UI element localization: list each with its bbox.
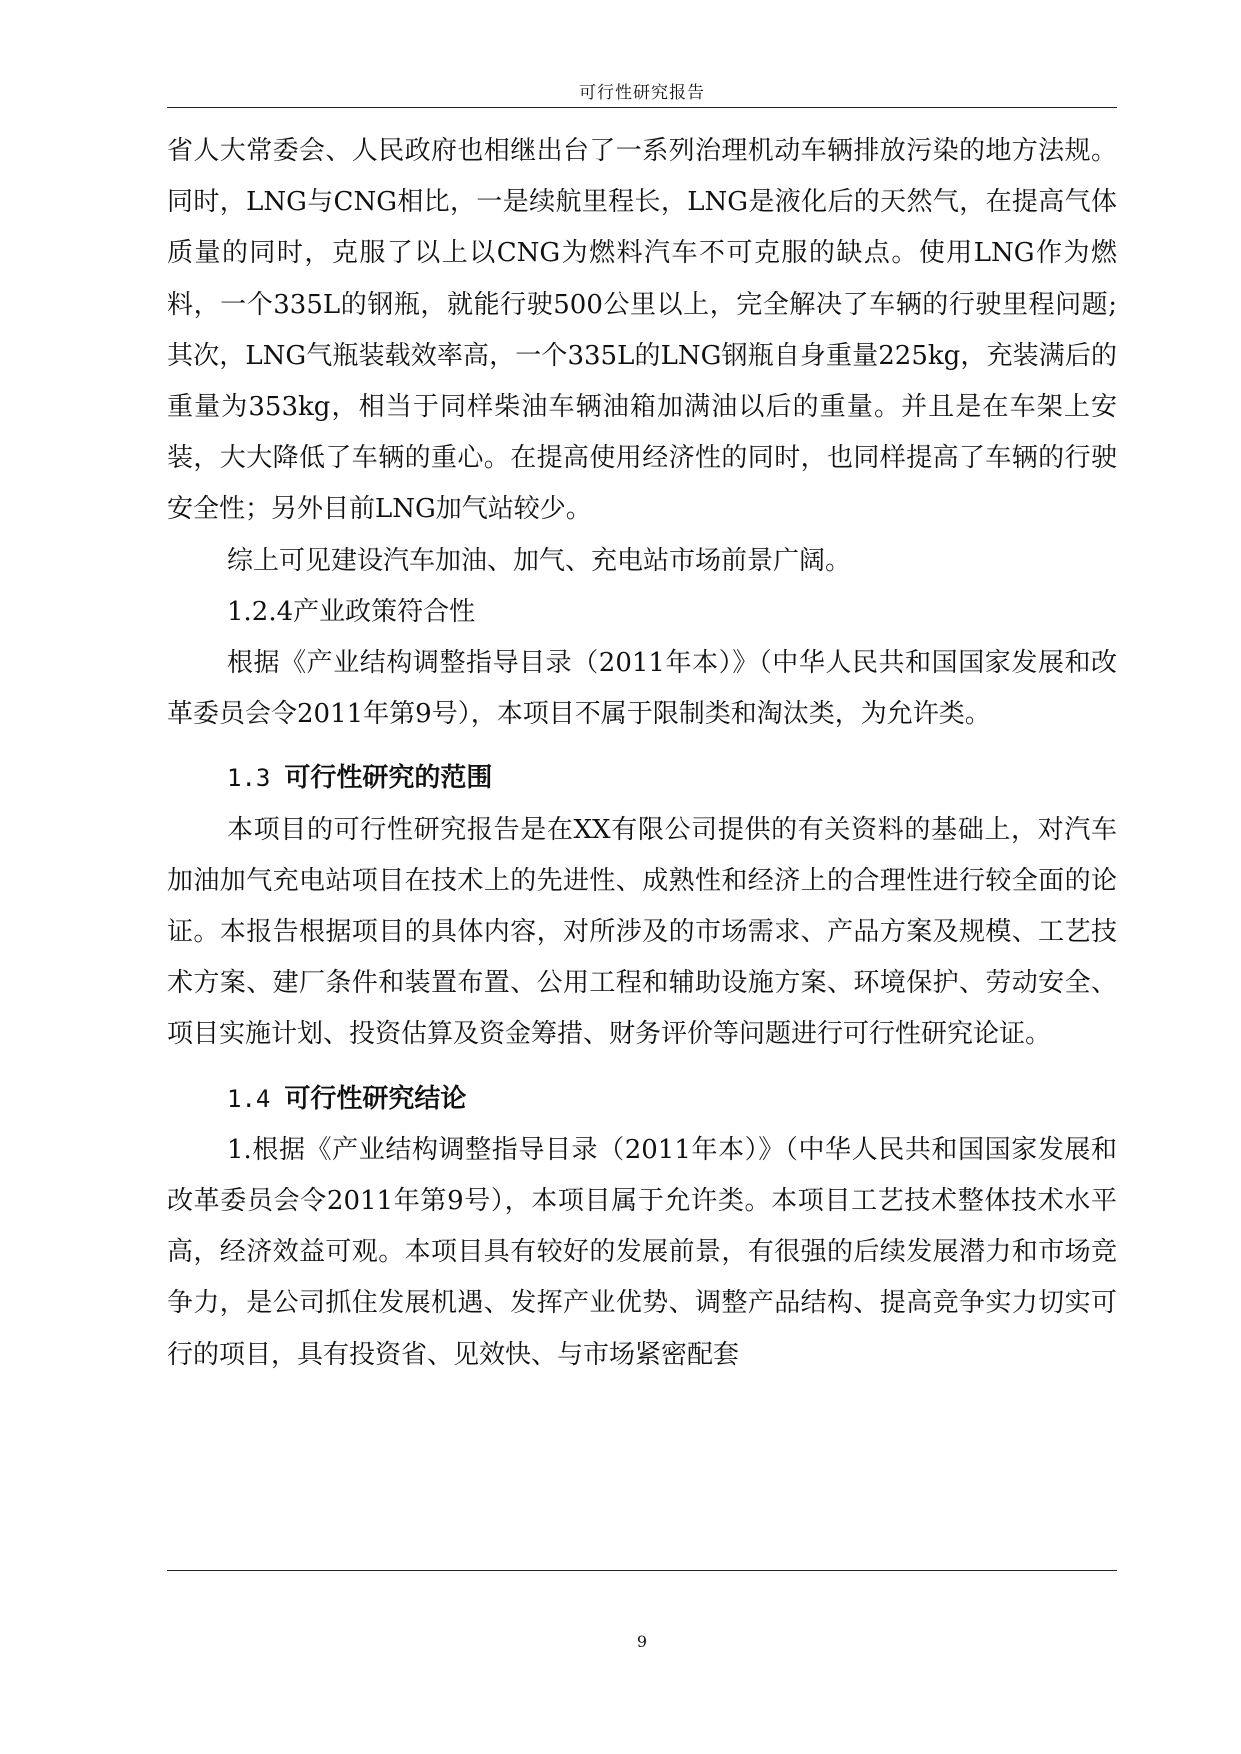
paragraph-market-outlook: 综上可见建设汽车加油、加气、充电站市场前景广阔。 [227,545,852,576]
document-body [167,126,1117,1381]
footer-divider [167,1570,1117,1571]
paragraph-study-scope: 本项目的可行性研究报告是在XX有限公司提供的有关资料的基础上，对汽车加油加气充电站项目在技术上的先进性、成熟性和经济上的合理性进行较全面的论证。本报告根据项目的具体内容，对所涉及的市场需求、产品方案及规模、工艺技术方案、建厂条件和装置布置、公用工程和辅助设施方案、环境保护、劳动安全、项目实施计划、投资估算及资金筹措、财务评价等问题进行可行性研究论证。 [167,814,1117,1050]
header-divider [167,107,1117,108]
section-number-1-3: 1.3 [227,764,271,793]
section-heading-1-4 [167,1074,1117,1125]
subsection-heading-1-2-4: 1.2.4产业政策符合性 [227,596,476,627]
paragraph-policy-compliance: 根据《产业结构调整指导目录（2011年本）》（中华人民共和国国家发展和改革委员会令2011年第9号），本项目不属于限制类和淘汰类，为允许类。 [167,648,1117,730]
page-number: 9 [636,1632,648,1651]
page-header-title: 可行性研究报告 [579,83,705,103]
paragraph-study-conclusion: 1.根据《产业结构调整指导目录（2011年本）》（中华人民共和国国家发展和改革委员会令2011年第9号），本项目属于允许类。本项目工艺技术整体技术水平高，经济效益可观。本项目具有较好的发展前景，有很强的后续发展潜力和市场竞争力，是公司抓住发展机遇、发挥产业优势、调整产品结构、提高竞争实力切实可行的项目，具有投资省、见效快、与市场紧密配套 [167,1134,1117,1370]
section-number-1-4: 1.4 [227,1084,271,1113]
section-heading-1-3 [167,753,1117,804]
section-title-1-3: 可行性研究的范围 [284,763,493,794]
paragraph-lng-advantages: 省人大常委会、人民政府也相继出台了一系列治理机动车辆排放污染的地方法规。同时，LNG与CNG相比，一是续航里程长，LNG是液化后的天然气，在提高气体质量的同时，克服了以上以CNG为燃料汽车不可克服的缺点。使用LNG作为燃料，一个335L的钢瓶，就能行驶500公里以上，完全解决了车辆的行驶里程问题;其次，LNG气瓶装载效率高，一个335L的LNG钢瓶自身重量225kg，充装满后的重量为353kg，相当于同样柴油车辆油箱加满油以后的重量。并且是在车架上安装，大大降低了车辆的重心。在提高使用经济性的同时，也同样提高了车辆的行驶安全性；另外目前LNG加气站较少。 [167,136,1117,525]
section-title-1-4: 可行性研究结论 [284,1083,467,1114]
